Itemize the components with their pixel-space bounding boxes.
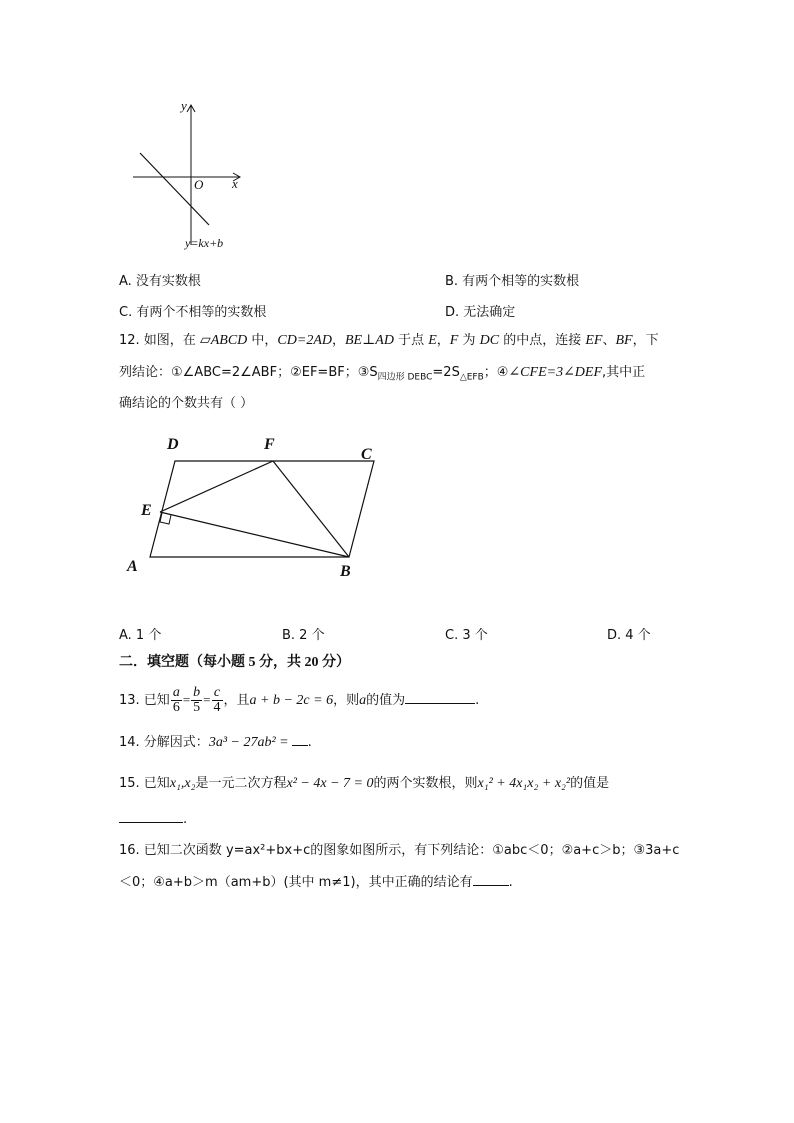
graph-origin-label: O	[194, 177, 204, 192]
parallelogram-figure	[140, 450, 390, 570]
q11-option-c: C. 有两个不相等的实数根	[119, 305, 267, 320]
graph-x-label: x	[232, 176, 238, 191]
q12-option-d: D. 4 个	[607, 628, 651, 643]
parallelogram-abcd	[150, 461, 374, 557]
q11-option-b: B. 有两个相等的实数根	[445, 274, 580, 289]
q14-line: 14. 分解因式：3a³ − 27ab² = .	[119, 735, 312, 750]
q11-option-a: A. 没有实数根	[119, 274, 201, 289]
section-title: 二．填空题（每小题 5 分，共 20 分）	[119, 655, 350, 670]
label-d: D	[167, 436, 179, 453]
q13-frac-c: $\frac{c}{4}$	[213, 685, 221, 715]
graph-equation: y=kx+b	[185, 236, 224, 250]
q12-option-b: B. 2 个	[282, 628, 325, 643]
q16-answer-blank[interactable]	[473, 873, 509, 886]
q12-line1: 12. 如图，在 ▱ABCD 中，CD=2AD，BE⊥AD 于点 E，F 为 DC 的中点，连接 EF、BF，下	[119, 333, 659, 348]
label-c: C	[361, 446, 372, 463]
q11-option-d: D. 无法确定	[445, 305, 516, 320]
q13-frac-a: $\frac{a}{6}$	[172, 685, 180, 715]
q12-line2: 列结论：①∠ABC=2∠ABF；②EF=BF；$③S_{四边形 DEBC}=2S_{\triangle EFB}$；④∠CFE=3∠DEF,其中正	[119, 365, 646, 383]
q13-frac-b: $\frac{b}{5}$	[193, 685, 201, 715]
linear-function-graph	[125, 95, 255, 255]
graph-y-label: y	[181, 98, 187, 113]
segment-eb	[160, 512, 349, 557]
q12-line3: 确结论的个数共有（ ）	[119, 396, 254, 411]
label-a: A	[127, 558, 138, 575]
q12-option-c: C. 3 个	[445, 628, 488, 643]
segment-fb	[273, 461, 349, 557]
segment-ef	[160, 461, 273, 512]
q15-answer-line: .	[119, 810, 187, 829]
q13-answer-blank[interactable]	[405, 691, 475, 704]
q15-line: 15. 已知x₁,x₂是一元二次方程x² − 4x − 7 = 0的两个实数根，则x₁² + 4x₁x₂ + x₂²的值是	[119, 776, 610, 791]
q14-answer-blank[interactable]	[292, 733, 308, 746]
q12-option-a: A. 1 个	[119, 628, 162, 643]
label-f: F	[264, 436, 275, 453]
q16-line2: ＜0；④a+b＞m（am+b）(其中 m≠1)，其中正确的结论有 .	[119, 875, 513, 890]
q13-line: 13. 已知 $\frac{a}{6}$ = $\frac{b}{5}$ = $\frac{c}{4}$ ，且a + b − 2c = 6，则a的值为 .	[119, 685, 480, 715]
label-b: B	[340, 563, 351, 580]
q16-line1: 16. 已知二次函数 y=ax²+bx+c的图象如图所示，有下列结论：①abc＜0；②a+c＞b；③3a+c	[119, 843, 680, 858]
q15-answer-blank[interactable]	[119, 810, 183, 823]
label-e: E	[141, 502, 152, 519]
